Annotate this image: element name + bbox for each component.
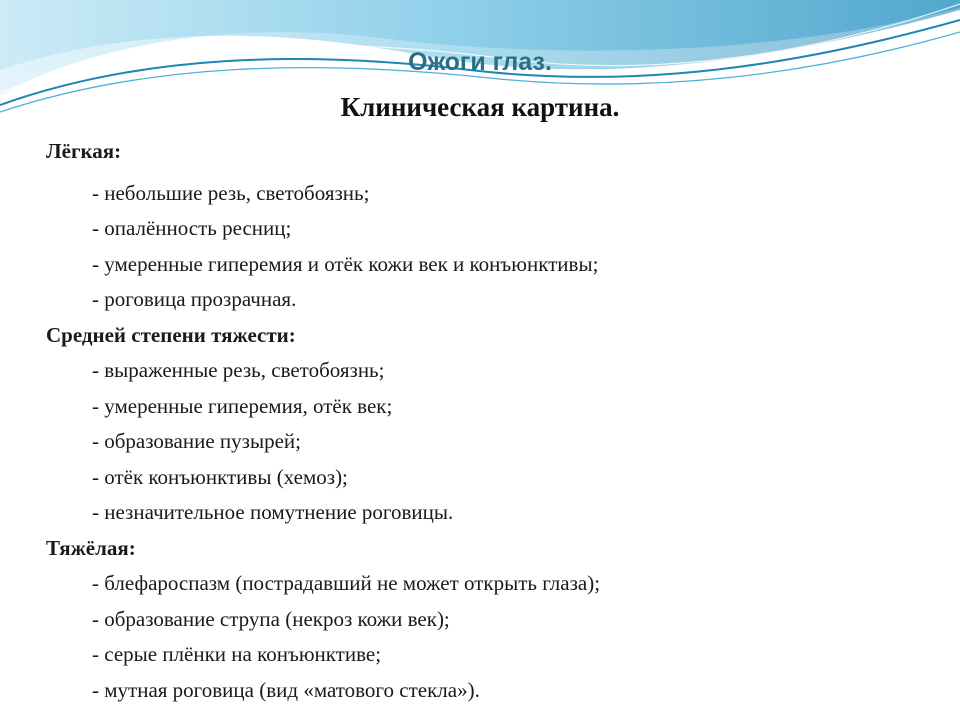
symptom-list <box>46 353 926 531</box>
symptom-list <box>46 566 926 708</box>
section-heading: Средней степени тяжести: <box>46 322 296 347</box>
symptom-list <box>46 176 926 318</box>
list-item: - выраженные резь, светобоязнь; <box>92 358 385 382</box>
list-item: - отёк конъюнктивы (хемоз); <box>92 464 348 489</box>
slide-subtitle: Клиническая картина. <box>340 92 620 122</box>
list-item: - образование пузырей; <box>92 429 301 453</box>
slide-title: Ожоги глаз. <box>408 48 552 76</box>
section-severe <box>46 531 926 709</box>
slide-content <box>46 134 926 708</box>
list-item: - умеренные гиперемия и отёк кожи век и конъюнктивы; <box>92 251 599 276</box>
list-item: - умеренные гиперемия, отёк век; <box>92 393 393 418</box>
section-heading: Лёгкая: <box>46 139 122 163</box>
list-item: - серые плёнки на конъюнктиве; <box>92 642 382 666</box>
list-item: - роговица прозрачная. <box>92 287 297 311</box>
section-heading: Тяжёлая: <box>46 535 136 560</box>
section-mild <box>46 134 926 318</box>
list-item: - незначительное помутнение роговицы. <box>92 500 454 524</box>
list-item: - блефароспазм (пострадавший не может открыть глаза); <box>92 571 601 595</box>
list-item: - небольшие резь, светобоязнь; <box>92 180 370 205</box>
list-item: - опалённость ресниц; <box>92 216 292 240</box>
section-moderate <box>46 318 926 531</box>
list-item: - мутная роговица (вид «матового стекла»). <box>92 677 480 702</box>
list-item: - образование струпа (некроз кожи век); <box>92 606 450 631</box>
